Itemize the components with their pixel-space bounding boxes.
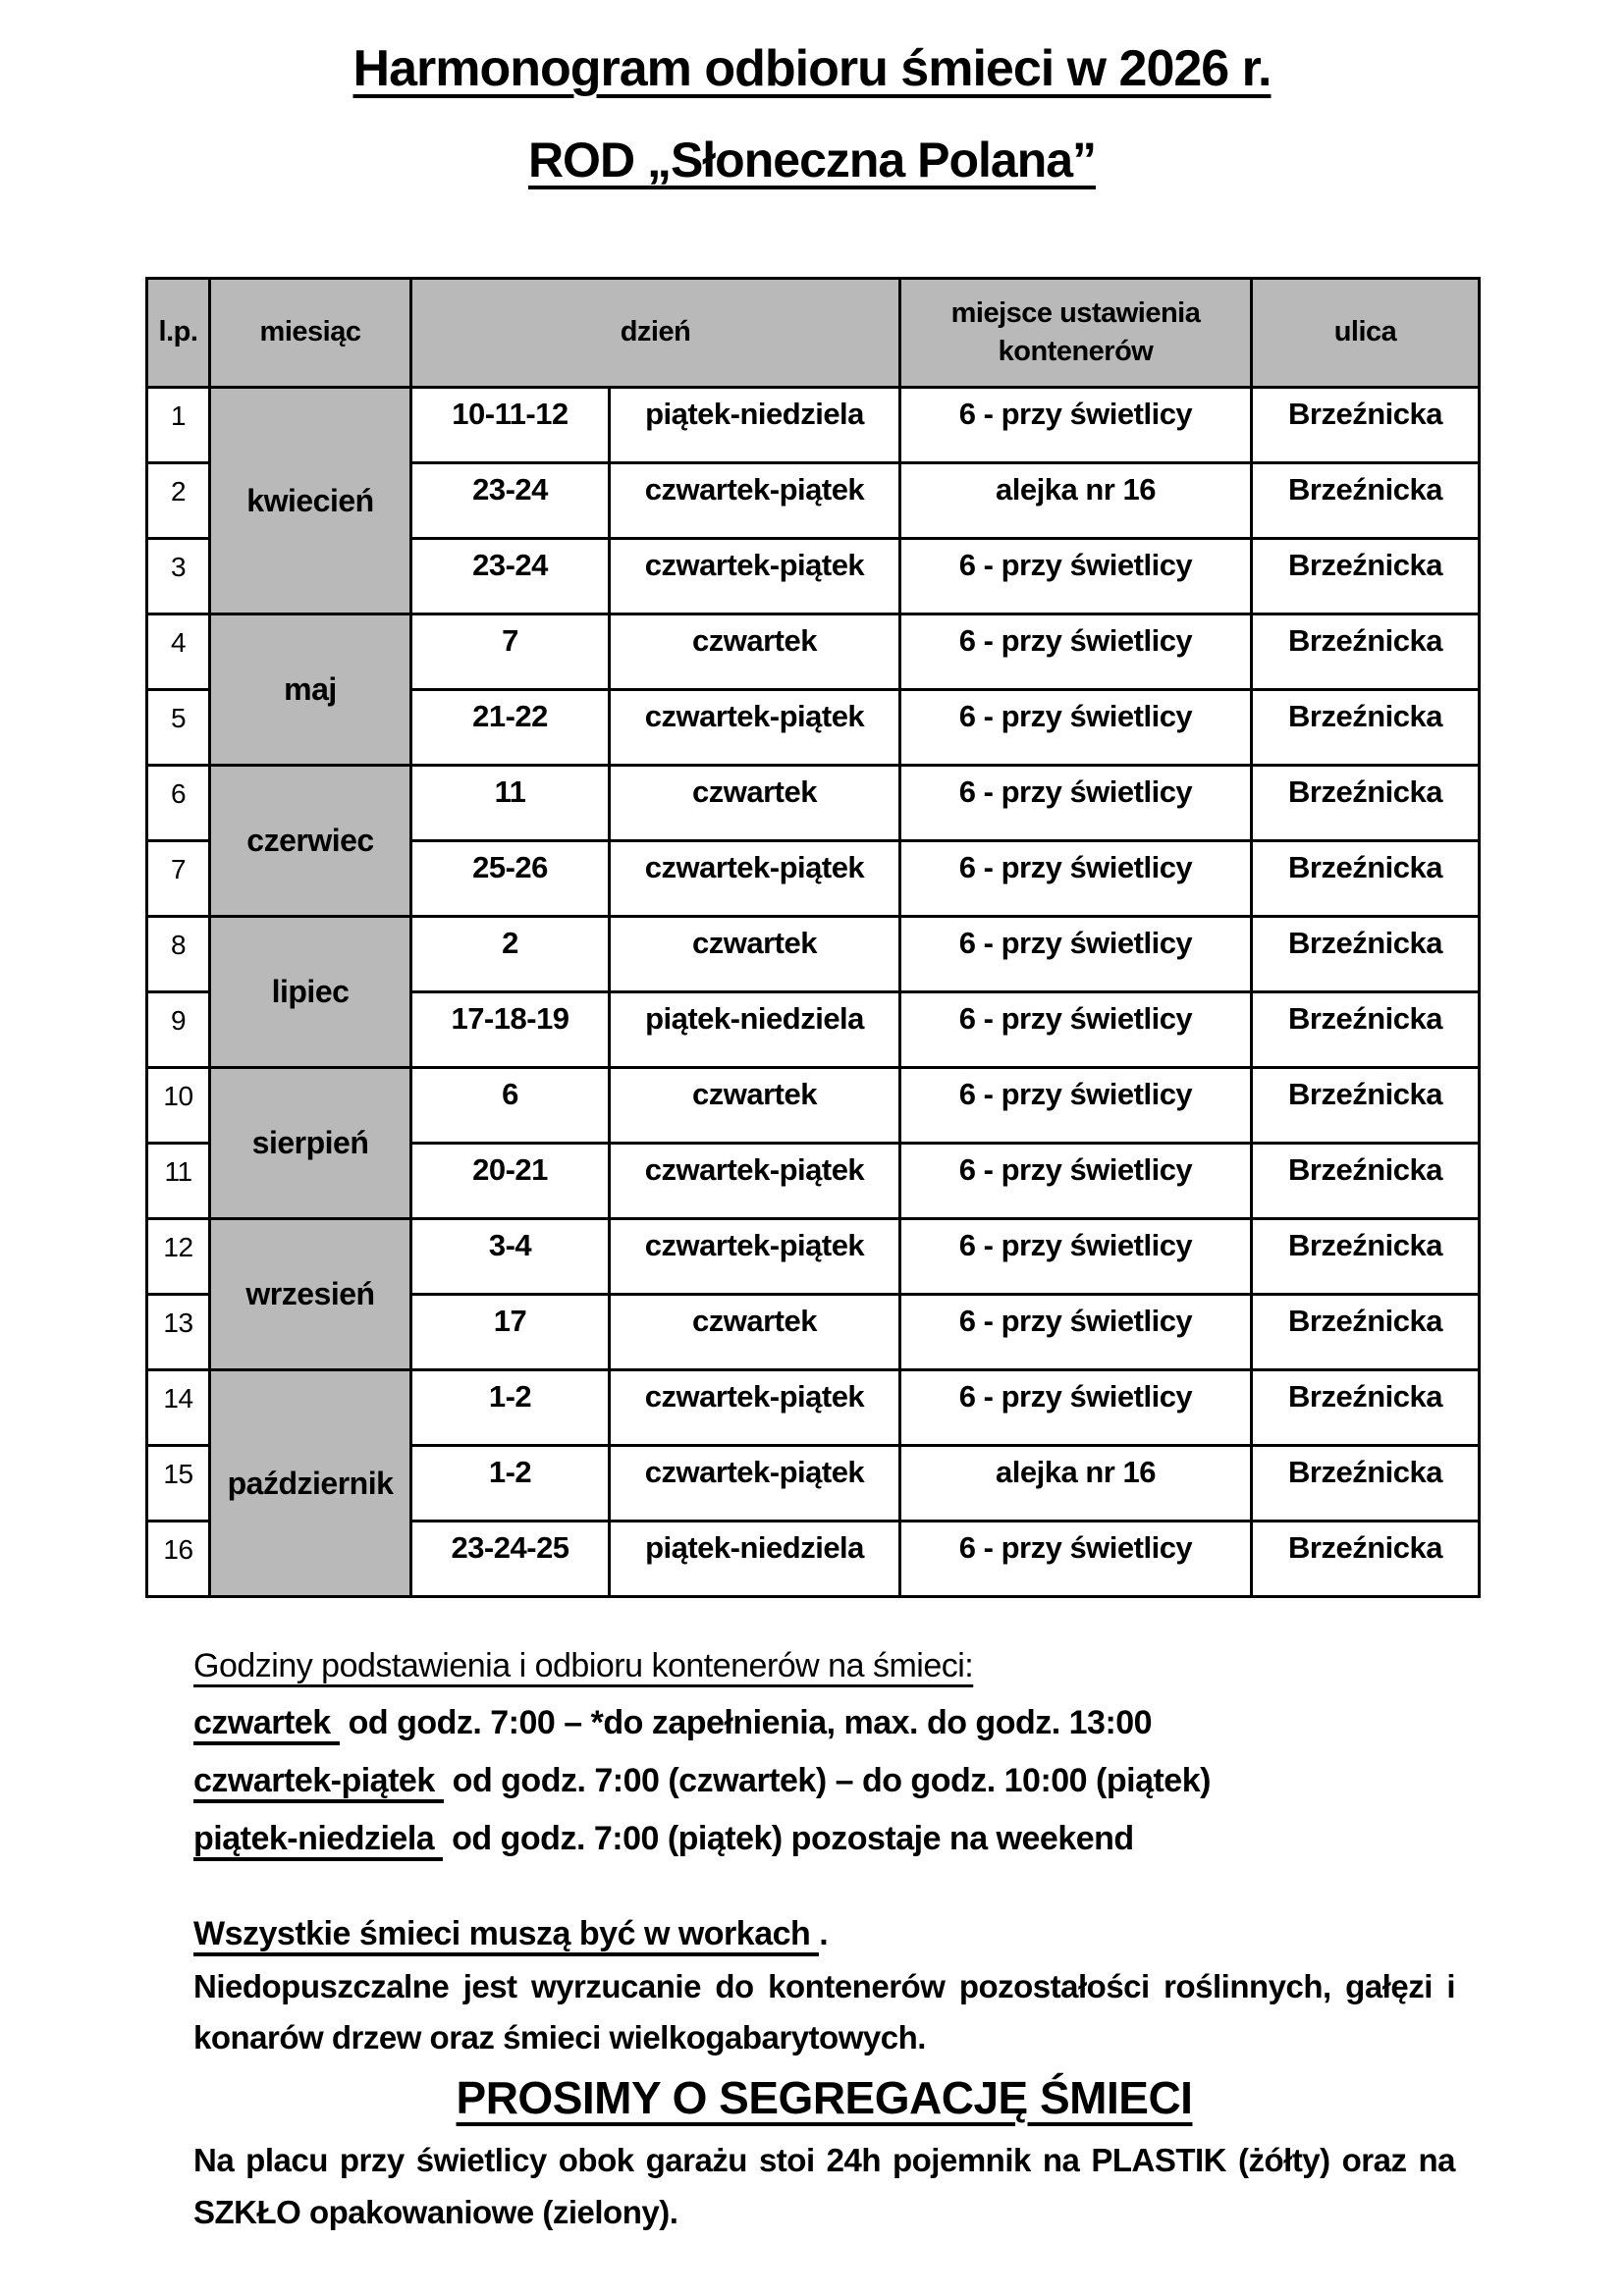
- hours-line-czwartek: [193, 1694, 1455, 1752]
- place-cell: 6 - przy świetlicy: [900, 1068, 1252, 1144]
- street-cell: Brzeźnicka: [1252, 841, 1480, 917]
- month-cell: lipiec: [210, 917, 411, 1068]
- header-street: ulica: [1252, 279, 1480, 388]
- weekday-cell: piątek-niedziela: [610, 1522, 900, 1597]
- place-cell: 6 - przy świetlicy: [900, 690, 1252, 766]
- place-cell: 6 - przy świetlicy: [900, 917, 1252, 992]
- hours-line-piatek-niedziela: [193, 1810, 1455, 1868]
- schedule-table-header: [147, 279, 1480, 388]
- table-row: [147, 388, 1480, 463]
- sack-rule-period: .: [819, 1915, 829, 1952]
- row-number: 10: [147, 1068, 210, 1144]
- prohibition-paragraph: Niedopuszczalne jest wyrzucanie do kontenerów pozostałości roślinnych, gałęzi i konarów drzew oraz śmieci wielkogabarytowych.: [193, 1968, 1455, 2056]
- hours-lead: piątek-niedziela: [193, 1820, 443, 1861]
- month-cell: wrzesień: [210, 1219, 411, 1370]
- place-cell: 6 - przy świetlicy: [900, 1295, 1252, 1370]
- row-number: 3: [147, 539, 210, 614]
- header-row: [147, 279, 1480, 388]
- row-number: 11: [147, 1144, 210, 1219]
- street-cell: Brzeźnicka: [1252, 1370, 1480, 1446]
- street-cell: Brzeźnicka: [1252, 1446, 1480, 1522]
- weekday-cell: czwartek-piątek: [610, 690, 900, 766]
- document-title: Harmonogram odbioru śmieci w 2026 r.: [352, 40, 1272, 97]
- weekday-cell: czwartek: [610, 614, 900, 690]
- row-number: 5: [147, 690, 210, 766]
- segregation-heading: PROSIMY O SEGREGACJĘ ŚMIECI: [456, 2072, 1193, 2123]
- place-cell: 6 - przy świetlicy: [900, 1144, 1252, 1219]
- street-cell: Brzeźnicka: [1252, 690, 1480, 766]
- row-number: 6: [147, 766, 210, 841]
- street-cell: Brzeźnicka: [1252, 388, 1480, 463]
- row-number: 2: [147, 463, 210, 539]
- date-cell: 25-26: [411, 841, 610, 917]
- table-row: [147, 1370, 1480, 1446]
- hours-lead: czwartek: [193, 1704, 340, 1745]
- street-cell: Brzeźnicka: [1252, 463, 1480, 539]
- place-cell: 6 - przy świetlicy: [900, 992, 1252, 1068]
- place-cell: 6 - przy świetlicy: [900, 539, 1252, 614]
- table-row: [147, 1068, 1480, 1144]
- containers-paragraph: Na placu przy świetlicy obok garażu stoi 24h pojemnik na PLASTIK (żółty) oraz na SZKŁO opakowaniowe (zielony).: [193, 2142, 1455, 2230]
- date-cell: 17: [411, 1295, 610, 1370]
- document-subtitle: ROD „Słoneczna Polana”: [527, 133, 1097, 187]
- weekday-cell: piątek-niedziela: [610, 992, 900, 1068]
- weekday-cell: czwartek: [610, 917, 900, 992]
- row-number: 12: [147, 1219, 210, 1295]
- weekday-cell: czwartek-piątek: [610, 1219, 900, 1295]
- date-cell: 7: [411, 614, 610, 690]
- date-cell: 6: [411, 1068, 610, 1144]
- sack-rule-underlined: Wszystkie śmieci muszą być w workach: [193, 1915, 819, 1956]
- weekday-cell: czwartek-piątek: [610, 463, 900, 539]
- date-cell: 23-24-25: [411, 1522, 610, 1597]
- notes-section: [193, 1637, 1455, 2238]
- date-cell: 1-2: [411, 1446, 610, 1522]
- row-number: 16: [147, 1522, 210, 1597]
- street-cell: Brzeźnicka: [1252, 539, 1480, 614]
- table-row: [147, 1219, 1480, 1295]
- table-row: [147, 917, 1480, 992]
- street-cell: Brzeźnicka: [1252, 1068, 1480, 1144]
- date-cell: 23-24: [411, 539, 610, 614]
- weekday-cell: czwartek: [610, 766, 900, 841]
- table-row: [147, 766, 1480, 841]
- place-cell: 6 - przy świetlicy: [900, 388, 1252, 463]
- date-cell: 10-11-12: [411, 388, 610, 463]
- street-cell: Brzeźnicka: [1252, 992, 1480, 1068]
- header-place: miejsce ustawienia kontenerów: [900, 279, 1252, 388]
- weekday-cell: piątek-niedziela: [610, 388, 900, 463]
- header-lp: l.p.: [147, 279, 210, 388]
- month-cell: sierpień: [210, 1068, 411, 1219]
- street-cell: Brzeźnicka: [1252, 1522, 1480, 1597]
- place-cell: 6 - przy świetlicy: [900, 1370, 1252, 1446]
- month-cell: październik: [210, 1370, 411, 1597]
- row-number: 13: [147, 1295, 210, 1370]
- month-cell: czerwiec: [210, 766, 411, 917]
- place-cell: alejka nr 16: [900, 1446, 1252, 1522]
- row-number: 1: [147, 388, 210, 463]
- header-month: miesiąc: [210, 279, 411, 388]
- schedule-table-body: [147, 388, 1480, 1597]
- row-number: 4: [147, 614, 210, 690]
- place-cell: 6 - przy świetlicy: [900, 766, 1252, 841]
- hours-heading: Godziny podstawienia i odbioru kontenerów na śmieci:: [193, 1647, 974, 1684]
- date-cell: 21-22: [411, 690, 610, 766]
- place-cell: 6 - przy świetlicy: [900, 841, 1252, 917]
- weekday-cell: czwartek-piątek: [610, 841, 900, 917]
- date-cell: 17-18-19: [411, 992, 610, 1068]
- month-cell: kwiecień: [210, 388, 411, 614]
- hours-rest: od godz. 7:00 (czwartek) – do godz. 10:00 (piątek): [443, 1762, 1211, 1799]
- hours-line-czwartek-piatek: [193, 1752, 1455, 1810]
- weekday-cell: czwartek-piątek: [610, 1446, 900, 1522]
- street-cell: Brzeźnicka: [1252, 1219, 1480, 1295]
- sack-rule-line: [193, 1907, 1455, 1961]
- row-number: 7: [147, 841, 210, 917]
- weekday-cell: czwartek: [610, 1295, 900, 1370]
- month-cell: maj: [210, 614, 411, 766]
- weekday-cell: czwartek-piątek: [610, 1370, 900, 1446]
- hours-rest: od godz. 7:00 (piątek) pozostaje na weekend: [443, 1820, 1134, 1857]
- weekday-cell: czwartek-piątek: [610, 539, 900, 614]
- table-row: [147, 614, 1480, 690]
- row-number: 15: [147, 1446, 210, 1522]
- row-number: 14: [147, 1370, 210, 1446]
- date-cell: 20-21: [411, 1144, 610, 1219]
- street-cell: Brzeźnicka: [1252, 1144, 1480, 1219]
- street-cell: Brzeźnicka: [1252, 917, 1480, 992]
- hours-rest: od godz. 7:00 – *do zapełnienia, max. do godz. 13:00: [339, 1704, 1153, 1741]
- hours-lead: czwartek-piątek: [193, 1762, 444, 1803]
- place-cell: 6 - przy świetlicy: [900, 614, 1252, 690]
- date-cell: 11: [411, 766, 610, 841]
- place-cell: 6 - przy świetlicy: [900, 1522, 1252, 1597]
- place-cell: alejka nr 16: [900, 463, 1252, 539]
- date-cell: 3-4: [411, 1219, 610, 1295]
- street-cell: Brzeźnicka: [1252, 766, 1480, 841]
- weekday-cell: czwartek: [610, 1068, 900, 1144]
- date-cell: 2: [411, 917, 610, 992]
- schedule-table: [145, 277, 1481, 1598]
- street-cell: Brzeźnicka: [1252, 1295, 1480, 1370]
- place-cell: 6 - przy świetlicy: [900, 1219, 1252, 1295]
- street-cell: Brzeźnicka: [1252, 614, 1480, 690]
- row-number: 8: [147, 917, 210, 992]
- date-cell: 1-2: [411, 1370, 610, 1446]
- header-day: dzień: [411, 279, 900, 388]
- weekday-cell: czwartek-piątek: [610, 1144, 900, 1219]
- row-number: 9: [147, 992, 210, 1068]
- date-cell: 23-24: [411, 463, 610, 539]
